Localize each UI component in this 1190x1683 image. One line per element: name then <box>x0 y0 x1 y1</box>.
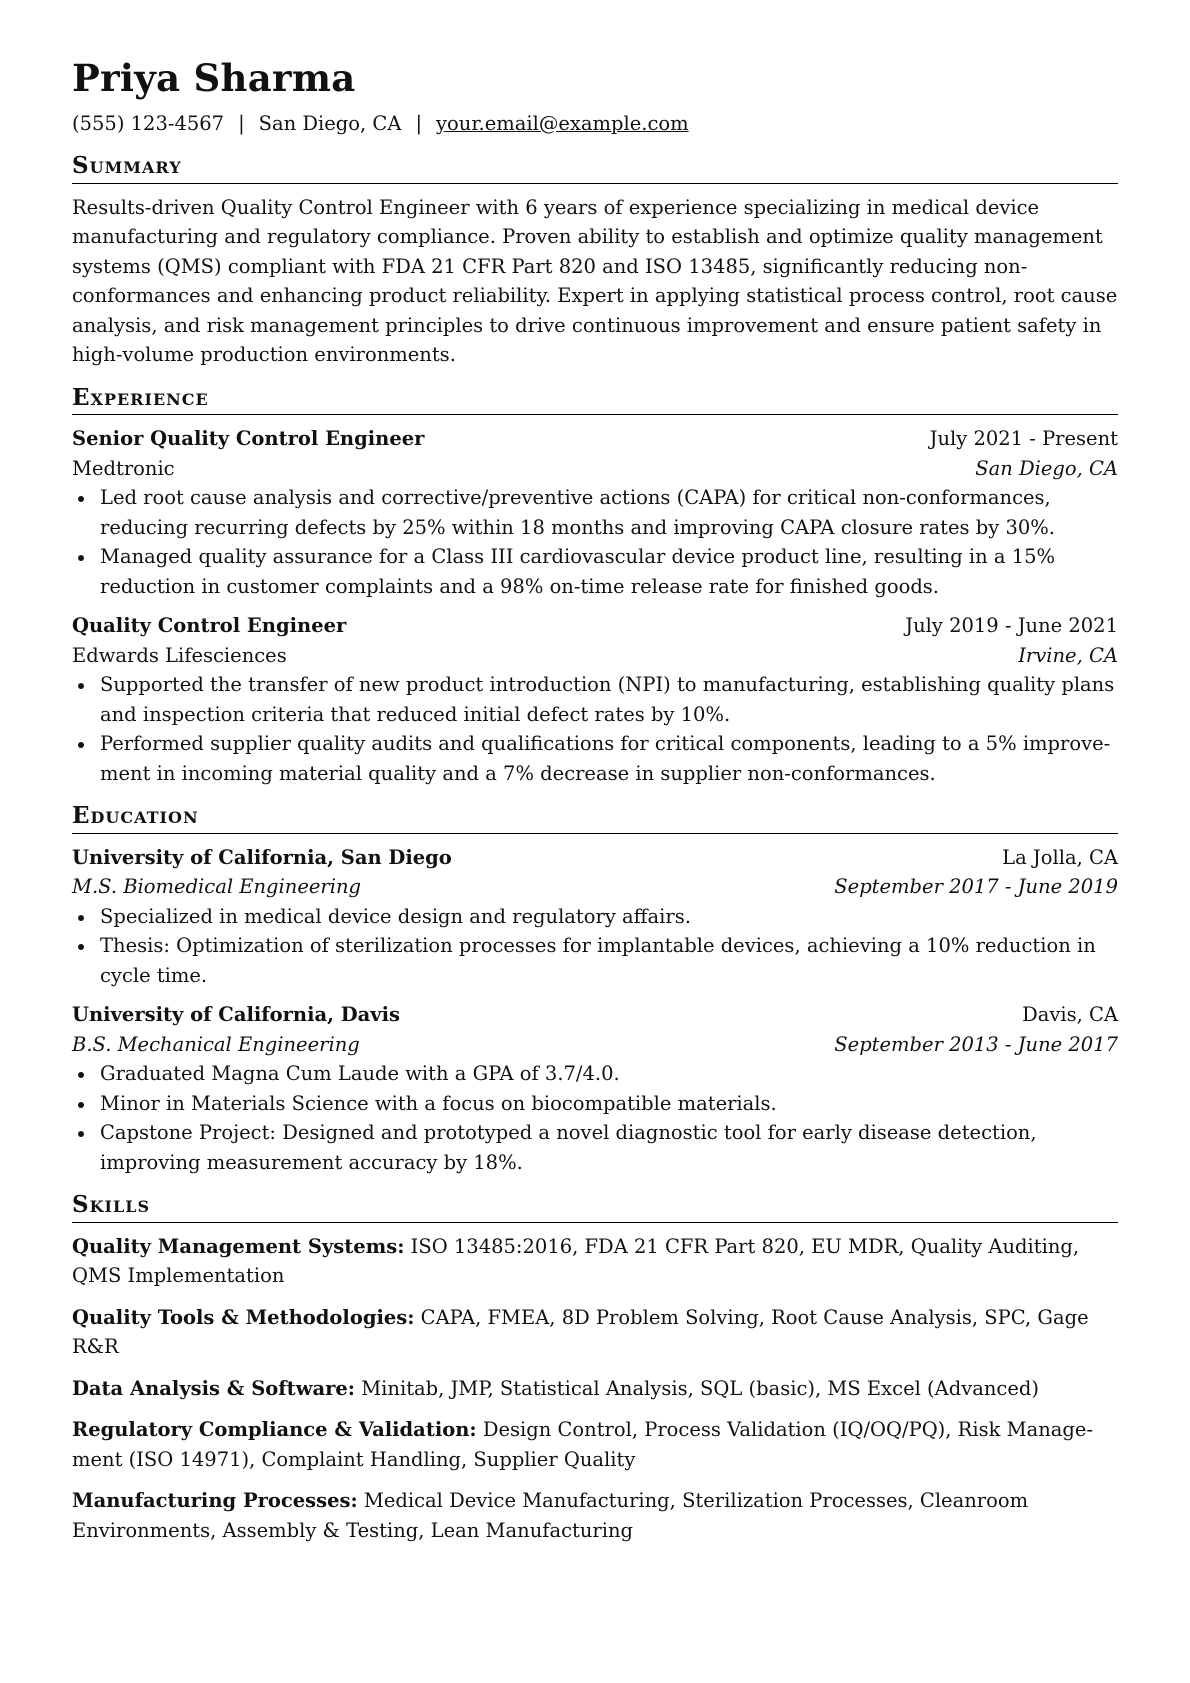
job-dates: July 2021 - Present <box>929 427 1118 451</box>
skill-label: Data Analysis & Software: <box>72 1376 355 1400</box>
education-section <box>72 802 1118 1177</box>
company-name: Edwards Lifesciences <box>72 643 287 667</box>
bullet-item <box>72 483 1118 542</box>
bullet-text: Managed quality assurance for a Class III cardiovascular device product line, resulting in a 15% reduction in customer complaints and a 98% on-time release rate for finished goods. <box>100 545 1056 598</box>
bullet-dot-icon <box>78 944 84 950</box>
degree-name: B.S. Mechanical Engineering <box>72 1032 360 1056</box>
skill-value: Medical Device Manufacturing, Sterilization Processes, Cleanroom Environments, Assembly & Testing, Lean Manufacturing <box>72 1489 1029 1542</box>
education-entry <box>72 1000 1118 1177</box>
job-title: Quality Control Engineer <box>72 614 347 638</box>
bullet-text: Supported the transfer of new product introduction (NPI) to manufacturing, establishing quality plans and inspection criteria that reduced initial defect rates by 10%. <box>100 673 1115 726</box>
bullet-dot-icon <box>78 1102 84 1108</box>
bullet-dot-icon <box>78 496 84 502</box>
bullet-dot-icon <box>78 1131 84 1137</box>
school-name: University of California, Davis <box>72 1003 400 1027</box>
skill-value: Design Control, Process Validation (IQ/OQ/PQ), Risk Management (ISO 14971), Complaint Handling, Supplier Quality <box>72 1418 1094 1471</box>
education-heading: Education <box>72 802 1118 834</box>
bullet-text: Performed supplier quality audits and qualifications for critical components, leading to a 5% improvement in incoming material quality and a 7% decrease in supplier non-conformances. <box>100 732 1111 785</box>
bullet-dot-icon <box>78 1072 84 1078</box>
candidate-name: Priya Sharma <box>72 56 356 100</box>
experience-heading: Experience <box>72 384 1118 416</box>
bullet-dot-icon <box>78 683 84 689</box>
school-location: La Jolla, CA <box>1002 845 1118 869</box>
bullet-dot-icon <box>78 555 84 561</box>
skills-heading: Skills <box>72 1191 1118 1223</box>
email-link[interactable]: your.email@example.com <box>436 111 689 135</box>
bullet-item <box>72 1118 1118 1177</box>
bullet-text: Graduated Magna Cum Laude with a GPA of 3.7/4.0. <box>100 1062 620 1086</box>
bullet-text: Thesis: Optimization of sterilization processes for implantable devices, achieving a 10% reduction in cycle time. <box>100 934 1096 987</box>
job-dates: July 2019 - June 2021 <box>905 614 1118 638</box>
bullet-item <box>72 1059 1118 1089</box>
bullet-text: Specialized in medical device design and regulatory affairs. <box>100 904 691 928</box>
school-location: Davis, CA <box>1022 1003 1118 1027</box>
bullet-list <box>72 670 1118 788</box>
bullet-item <box>72 670 1118 729</box>
bullet-dot-icon <box>78 742 84 748</box>
skill-line <box>72 1486 1118 1545</box>
job-location: San Diego, CA <box>975 456 1118 480</box>
skill-line <box>72 1415 1118 1474</box>
job-location: Irvine, CA <box>1018 643 1118 667</box>
skill-line <box>72 1374 1118 1404</box>
bullet-text: Minor in Materials Science with a focus on biocompatible materials. <box>100 1091 777 1115</box>
contact-line <box>72 111 1118 137</box>
skill-value: ISO 13485:2016, FDA 21 CFR Part 820, EU MDR, Quality Auditing, QMS Implementation <box>72 1234 1080 1288</box>
separator: | <box>415 111 423 135</box>
skill-label: Manufacturing Processes: <box>72 1489 358 1513</box>
bullet-item <box>72 931 1118 990</box>
phone-text: (555) 123-4567 <box>72 111 225 135</box>
education-dates: September 2013 - June 2017 <box>834 1032 1118 1056</box>
location-text: San Diego, CA <box>258 111 402 135</box>
bullet-item <box>72 729 1118 788</box>
company-name: Medtronic <box>72 456 175 480</box>
bullet-item <box>72 902 1118 932</box>
degree-name: M.S. Biomedical Engineering <box>72 875 362 899</box>
skill-line <box>72 1232 1118 1291</box>
summary-heading: Summary <box>72 152 1118 184</box>
experience-entry <box>72 424 1118 601</box>
education-dates: September 2017 - June 2019 <box>834 875 1118 899</box>
separator: | <box>238 111 245 135</box>
skill-value: CAPA, FMEA, 8D Problem Solving, Root Cause Analysis, SPC, Gage R&R <box>72 1305 1089 1359</box>
bullet-item <box>72 1089 1118 1119</box>
summary-text: Results-driven Quality Control Engineer with 6 years of experience specializing in medical device manufacturing and regulatory compliance. Proven ability to establish and optimize quality management systems (QMS) compliant with FDA 21 CFR Part 820 and ISO 13485, significantly reducing non-conformances and enhancing product reliability. Expert in applying statistical process control, root cause analysis, and risk management principles to drive continuous improvement and ensure patient safety in high-volume production environments. <box>72 195 1118 367</box>
skill-label: Regulatory Compliance & Validation: <box>72 1418 477 1442</box>
bullet-dot-icon <box>78 915 84 921</box>
skill-label: Quality Management Systems: <box>72 1234 405 1258</box>
experience-section <box>72 384 1118 789</box>
skill-label: Quality Tools & Methodologies: <box>72 1305 415 1329</box>
school-name: University of California, San Diego <box>72 845 452 869</box>
education-entry <box>72 843 1118 991</box>
bullet-item <box>72 542 1118 601</box>
skill-value: Minitab, JMP, Statistical Analysis, SQL (basic), MS Excel (Advanced) <box>361 1376 1039 1400</box>
skills-section <box>72 1191 1118 1545</box>
skill-line <box>72 1303 1118 1362</box>
experience-entry <box>72 611 1118 788</box>
bullet-text: Capstone Project: Designed and prototyped a novel diagnostic tool for early disease detection, improving measurement accuracy by 18%. <box>100 1121 1037 1174</box>
bullet-list <box>72 483 1118 601</box>
bullet-list <box>72 1059 1118 1177</box>
bullet-text: Led root cause analysis and corrective/preventive actions (CAPA) for critical non-conformances, reducing recurring defects by 25% within 18 months and improving CAPA closure rates by 30%. <box>100 486 1055 539</box>
job-title: Senior Quality Control Engineer <box>72 427 425 451</box>
bullet-list <box>72 902 1118 991</box>
summary-section <box>72 152 1118 370</box>
